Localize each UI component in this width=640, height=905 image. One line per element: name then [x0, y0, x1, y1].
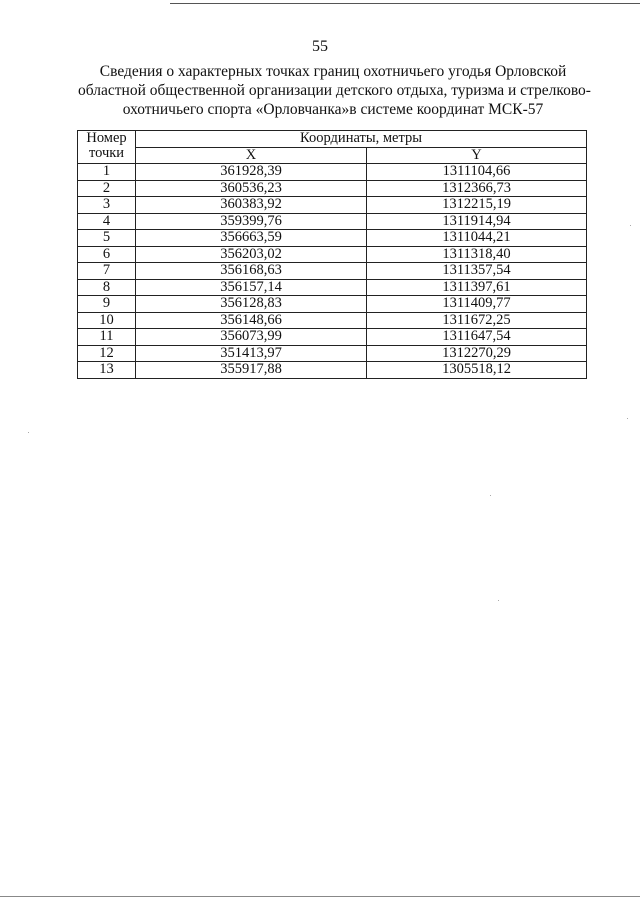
scan-speck: [627, 418, 628, 419]
header-y: Y: [367, 147, 587, 164]
coordinates-table: [77, 130, 587, 379]
point-number-cell: 9: [78, 296, 136, 313]
page-number: 55: [312, 38, 328, 55]
table-row: [78, 296, 587, 313]
scan-speck: [630, 225, 631, 226]
scan-speck: [498, 600, 499, 601]
table-row: [78, 213, 587, 230]
x-coordinate-cell: 356148,66: [136, 312, 367, 329]
header-coordinates: Координаты, метры: [136, 131, 587, 148]
title-line: областной общественной организации детского отдыха, туризма и стрелково-: [78, 82, 591, 99]
y-coordinate-cell: 1312366,73: [367, 180, 587, 197]
header-x: X: [136, 147, 367, 164]
y-coordinate-cell: 1311914,94: [367, 213, 587, 230]
table-row: [78, 230, 587, 247]
table-row: [78, 329, 587, 346]
x-coordinate-cell: 355917,88: [136, 362, 367, 379]
bottom-scan-edge-line: [0, 896, 640, 897]
point-number-cell: 8: [78, 279, 136, 296]
table-row: [78, 263, 587, 280]
point-number-cell: 12: [78, 345, 136, 362]
y-coordinate-cell: 1311104,66: [367, 164, 587, 181]
point-number-cell: 5: [78, 230, 136, 247]
point-number-cell: 10: [78, 312, 136, 329]
y-coordinate-cell: 1311397,61: [367, 279, 587, 296]
x-coordinate-cell: 356168,63: [136, 263, 367, 280]
x-coordinate-cell: 360536,23: [136, 180, 367, 197]
table-row: [78, 164, 587, 181]
table-row: [78, 345, 587, 362]
table-row: [78, 279, 587, 296]
y-coordinate-cell: 1311647,54: [367, 329, 587, 346]
point-number-cell: 2: [78, 180, 136, 197]
title-line: охотничьего спорта «Орловчанка»в системе координат МСК-57: [122, 101, 544, 118]
point-number-cell: 7: [78, 263, 136, 280]
x-coordinate-cell: 356663,59: [136, 230, 367, 247]
table-row: [78, 362, 587, 379]
table-body: [78, 164, 587, 379]
y-coordinate-cell: 1312215,19: [367, 197, 587, 214]
point-number-cell: 3: [78, 197, 136, 214]
table-subheader-row: [78, 147, 587, 164]
y-coordinate-cell: 1311044,21: [367, 230, 587, 247]
table-row: [78, 312, 587, 329]
x-coordinate-cell: 356157,14: [136, 279, 367, 296]
point-number-cell: 4: [78, 213, 136, 230]
y-coordinate-cell: 1311672,25: [367, 312, 587, 329]
y-coordinate-cell: 1311318,40: [367, 246, 587, 263]
x-coordinate-cell: 351413,97: [136, 345, 367, 362]
scan-speck: [28, 432, 29, 433]
x-coordinate-cell: 359399,76: [136, 213, 367, 230]
point-number-cell: 11: [78, 329, 136, 346]
table-header-row: [78, 131, 587, 148]
y-coordinate-cell: 1312270,29: [367, 345, 587, 362]
x-coordinate-cell: 360383,92: [136, 197, 367, 214]
document-title: [78, 62, 591, 119]
header-point-number: Номер точки: [78, 131, 136, 164]
x-coordinate-cell: 356203,02: [136, 246, 367, 263]
table-row: [78, 197, 587, 214]
point-number-cell: 1: [78, 164, 136, 181]
top-scan-edge-line: [170, 3, 640, 4]
point-number-cell: 6: [78, 246, 136, 263]
y-coordinate-cell: 1311409,77: [367, 296, 587, 313]
point-number-cell: 13: [78, 362, 136, 379]
title-line: Сведения о характерных точках границ охотничьего угодья Орловской: [99, 63, 567, 80]
scan-speck: [490, 495, 491, 496]
x-coordinate-cell: 356128,83: [136, 296, 367, 313]
table-row: [78, 180, 587, 197]
y-coordinate-cell: 1311357,54: [367, 263, 587, 280]
table-row: [78, 246, 587, 263]
y-coordinate-cell: 1305518,12: [367, 362, 587, 379]
x-coordinate-cell: 361928,39: [136, 164, 367, 181]
x-coordinate-cell: 356073,99: [136, 329, 367, 346]
